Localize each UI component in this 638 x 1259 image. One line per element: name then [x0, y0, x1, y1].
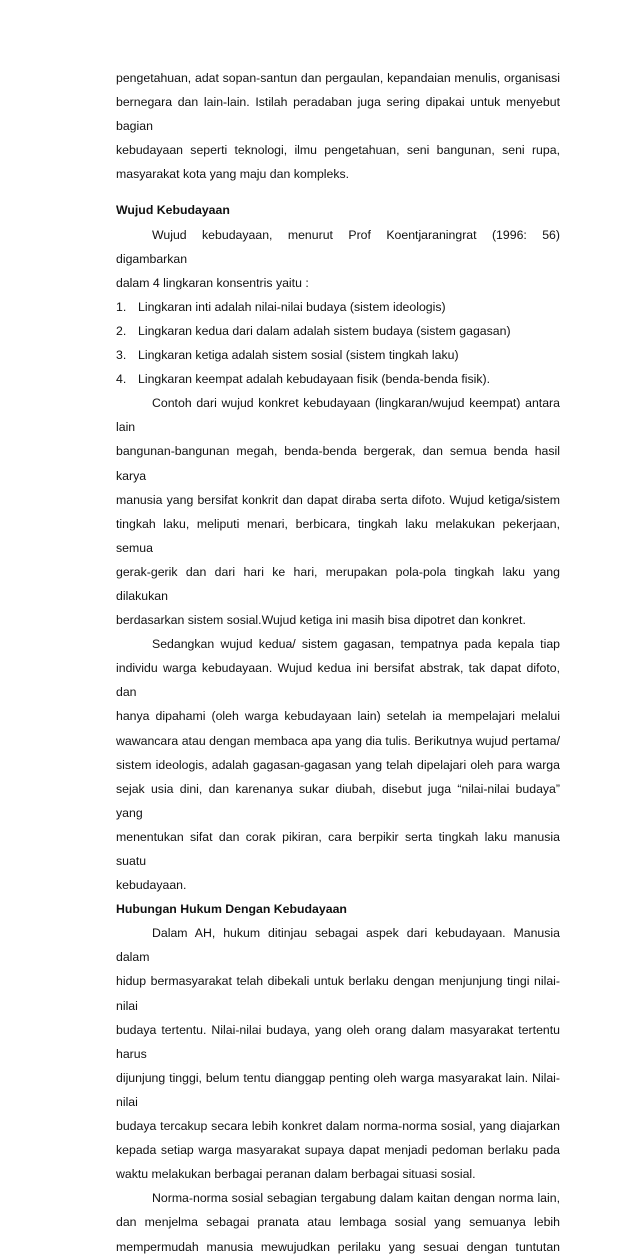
- list-text: Lingkaran inti adalah nilai-nilai budaya (sistem ideologis): [138, 299, 446, 314]
- text-line: manusia yang bersifat konkrit dan dapat diraba serta difoto. Wujud ketiga/sistem: [116, 492, 560, 507]
- list-number: 1.: [116, 299, 127, 314]
- text-line: bernegara dan lain-lain. Istilah peradaban juga sering dipakai untuk menyebut bagian: [116, 95, 560, 134]
- text-line: budaya tertentu. Nilai-nilai budaya, yang oleh orang dalam masyarakat tertentu harus: [116, 1022, 560, 1061]
- text-line: individu warga kebudayaan. Wujud kedua ini bersifat abstrak, tak dapat difoto, dan: [116, 661, 560, 700]
- list-text: Lingkaran kedua dari dalam adalah sistem budaya (sistem gagasan): [138, 323, 511, 338]
- text-line: pengetahuan, adat sopan-santun dan pergaulan, kepandaian menulis, organisasi: [116, 71, 560, 85]
- intro-paragraph: [116, 66, 560, 186]
- text-line: Sedangkan wujud kedua/ sistem gagasan, tempatnya pada kepala tiap: [152, 637, 560, 652]
- list-text: Lingkaran ketiga adalah sistem sosial (sistem tingkah laku): [138, 348, 459, 363]
- text-line: Contoh dari wujud konkret kebudayaan (lingkaran/wujud keempat) antara lain: [116, 396, 560, 435]
- list-number: 4.: [116, 372, 127, 387]
- text-line: budaya tercakup secara lebih konkret dalam norma-norma sosial, yang diajarkan: [116, 1119, 560, 1134]
- wujud-paragraph-1: [116, 391, 560, 632]
- text-line: kebudayaan seperti teknologi, ilmu pengetahuan, seni bangunan, seni rupa,: [116, 143, 560, 158]
- list-number: 2.: [116, 323, 127, 338]
- section-heading-wujud: Wujud Kebudayaan: [116, 203, 230, 218]
- list-number: 3.: [116, 348, 127, 363]
- lingkaran-list: [116, 295, 560, 391]
- text-line: kepada setiap warga masyarakat supaya dapat menjadi pedoman berlaku pada: [116, 1143, 560, 1158]
- text-line: dalam 4 lingkaran konsentris yaitu :: [116, 275, 309, 290]
- text-line: dan menjelma sebagai pranata atau lembaga sosial yang semuanya lebih: [116, 1215, 560, 1230]
- text-line: Norma-norma sosial sebagian tergabung dalam kaitan dengan norma lain,: [152, 1191, 560, 1206]
- text-line: bangunan-bangunan megah, benda-benda bergerak, dan semua benda hasil karya: [116, 444, 560, 483]
- wujud-intro-paragraph: [116, 223, 560, 295]
- text-line: hidup bermasyarakat telah dibekali untuk berlaku dengan menjunjung tingi nilai-nilai: [116, 974, 560, 1013]
- section-gap: [116, 186, 560, 198]
- text-line: wawancara atau dengan membaca apa yang dia tulis. Berikutnya wujud pertama/: [116, 733, 560, 748]
- page-content: [116, 66, 560, 1259]
- list-item: [116, 319, 560, 343]
- text-line: Wujud kebudayaan, menurut Prof Koentjaraningrat (1996: 56) digambarkan: [116, 227, 560, 266]
- hubungan-paragraph-1: [116, 921, 560, 1186]
- text-line: mempermudah manusia mewujudkan perilaku yang sesuai dengan tuntutan: [116, 1239, 560, 1254]
- text-line: gerak-gerik dan dari hari ke hari, merupakan pola-pola tingkah laku yang dilakukan: [116, 564, 560, 603]
- text-line: hanya dipahami (oleh warga kebudayaan lain) setelah ia mempelajari melalui: [116, 709, 560, 724]
- hubungan-paragraph-2: [116, 1186, 560, 1258]
- text-line: menentukan sifat dan corak pikiran, cara berpikir serta tingkah laku manusia suatu: [116, 829, 560, 868]
- wujud-paragraph-2: [116, 632, 560, 897]
- text-line: tingkah laku, meliputi menari, berbicara, tingkah laku melakukan pekerjaan, semua: [116, 516, 560, 555]
- list-item: [116, 295, 560, 319]
- text-line: sistem ideologis, adalah gagasan-gagasan yang telah dipelajari oleh para warga: [116, 757, 560, 772]
- text-line: Dalam AH, hukum ditinjau sebagai aspek dari kebudayaan. Manusia dalam: [116, 926, 560, 965]
- text-line: waktu melakukan berbagai peranan dalam berbagai situasi sosial.: [116, 1167, 476, 1182]
- text-line: berdasarkan sistem sosial.Wujud ketiga ini masih bisa dipotret dan konkret.: [116, 613, 526, 628]
- text-line: dijunjung tinggi, belum tentu dianggap penting oleh warga masyarakat lain. Nilai-nilai: [116, 1070, 560, 1109]
- section-heading-hubungan: Hubungan Hukum Dengan Kebudayaan: [116, 902, 347, 917]
- text-line: masyarakat kota yang maju dan kompleks.: [116, 167, 350, 182]
- text-line: kebudayaan.: [116, 878, 187, 893]
- list-item: [116, 343, 560, 367]
- text-line: sejak usia dini, dan karenanya sukar diubah, disebut juga “nilai-nilai budaya” yang: [116, 781, 560, 820]
- list-text: Lingkaran keempat adalah kebudayaan fisik (benda-benda fisik).: [138, 372, 491, 387]
- list-item: [116, 367, 560, 391]
